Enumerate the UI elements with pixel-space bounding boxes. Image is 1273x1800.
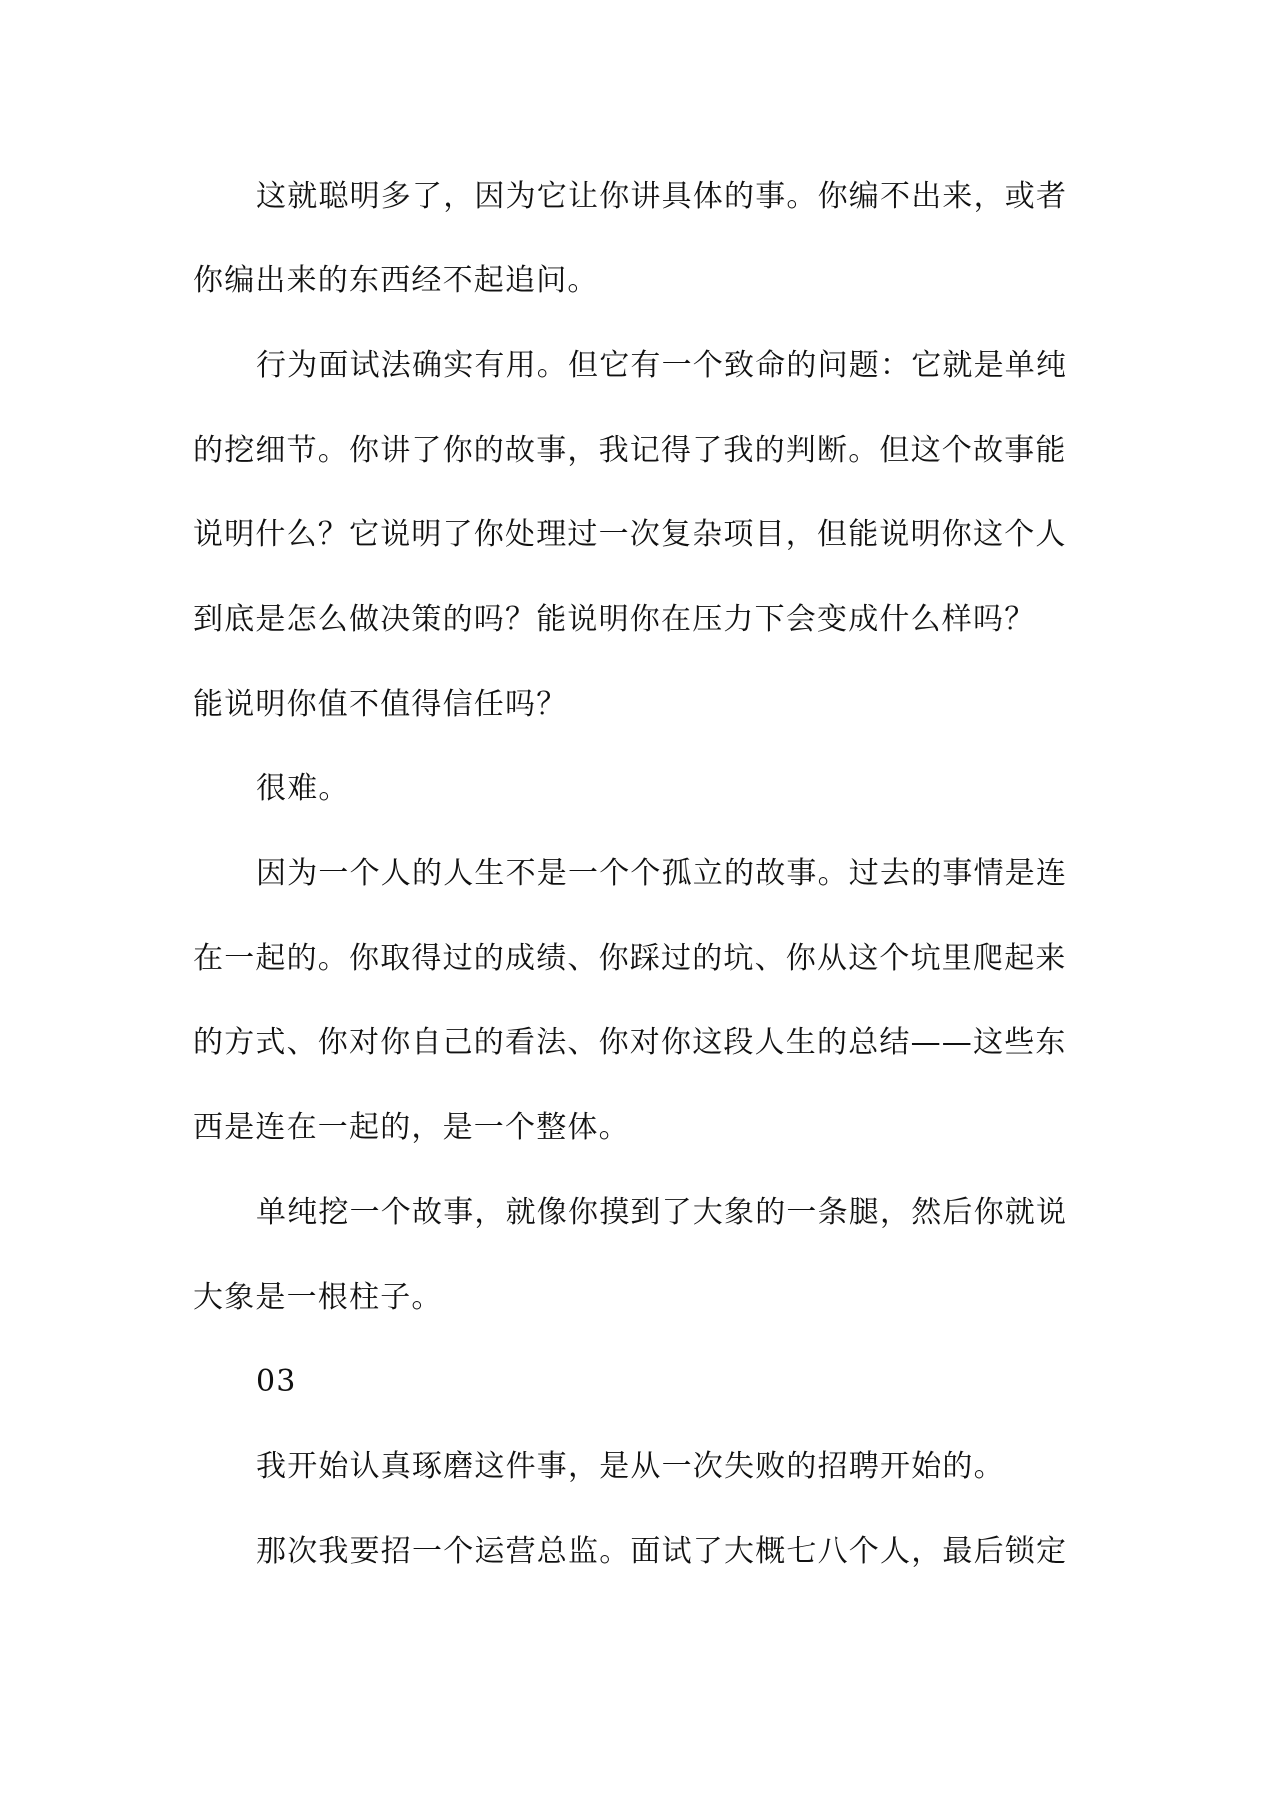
paragraph-2-line-3: 说明什么？它说明了你处理过一次复杂项目，但能说明你这个人 bbox=[193, 517, 1067, 552]
paragraph-2-line-2: 的挖细节。你讲了你的故事，我记得了我的判断。但这个故事能 bbox=[193, 433, 1067, 468]
paragraph-4-line-1: 因为一个人的人生不是一个个孤立的故事。过去的事情是连 bbox=[256, 856, 1068, 891]
paragraph-1-line-2: 你编出来的东西经不起追问。 bbox=[193, 263, 599, 298]
paragraph-4-line-4: 西是连在一起的，是一个整体。 bbox=[193, 1110, 630, 1145]
paragraph-4-line-2: 在一起的。你取得过的成绩、你踩过的坑、你从这个坑里爬起来 bbox=[193, 941, 1067, 976]
paragraph-7-line-1: 那次我要招一个运营总监。面试了大概七八个人，最后锁定 bbox=[256, 1534, 1068, 1569]
paragraph-5-line-2: 大象是一根柱子。 bbox=[193, 1280, 443, 1315]
paragraph-2-line-4: 到底是怎么做决策的吗？能说明你在压力下会变成什么样吗？ bbox=[193, 602, 1036, 637]
section-number: 03 bbox=[256, 1364, 297, 1399]
paragraph-2-line-5: 能说明你值不值得信任吗？ bbox=[193, 687, 568, 722]
paragraph-4-line-3: 的方式、你对你自己的看法、你对你这段人生的总结——这些东 bbox=[193, 1025, 1067, 1060]
paragraph-3-line-1: 很难。 bbox=[256, 771, 350, 806]
paragraph-1-line-1: 这就聪明多了，因为它让你讲具体的事。你编不出来，或者 bbox=[256, 179, 1068, 214]
paragraph-5-line-1: 单纯挖一个故事，就像你摸到了大象的一条腿，然后你就说 bbox=[256, 1195, 1068, 1230]
paragraph-2-line-1: 行为面试法确实有用。但它有一个致命的问题：它就是单纯 bbox=[256, 348, 1068, 383]
paragraph-6-line-1: 我开始认真琢磨这件事，是从一次失败的招聘开始的。 bbox=[256, 1449, 1005, 1484]
